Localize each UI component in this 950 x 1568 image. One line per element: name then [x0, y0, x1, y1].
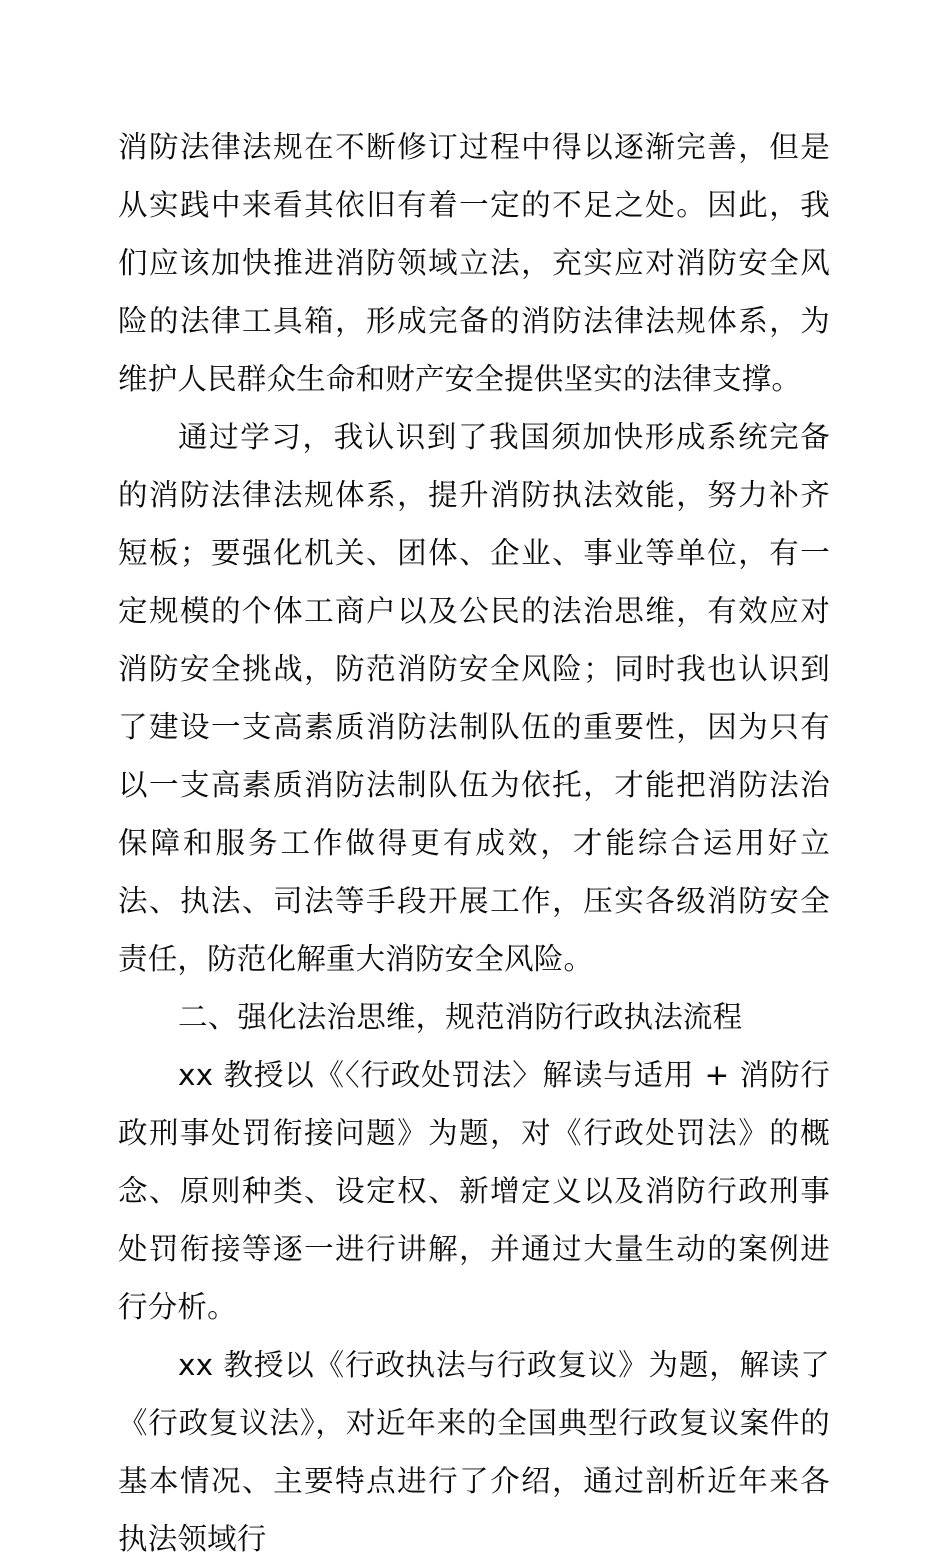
paragraph: 通过学习，我认识到了我国须加快形成系统完备的消防法律法规体系，提升消防执法效能，努力补齐短板；要强化机关、团体、企业、事业等单位，有一定规模的个体工商户以及公民的法治思维，有效应对消防安全挑战，防范消防安全风险；同时我也认识到了建设一支高素质消防法制队伍的重要性，因为只有以一支高素质消防法制队伍为依托，才能把消防法治保障和服务工作做得更有成效，才能综合运用好立法、执法、司法等手段开展工作，压实各级消防安全责任，防范化解重大消防安全风险。: [118, 420, 830, 976]
paragraph: xx 教授以《〈行政处罚法〉解读与适用 + 消防行政刑事处罚衔接问题》为题，对《行政处罚法》的概念、原则种类、设定权、新增定义以及消防行政刑事处罚衔接等逐一进行讲解，并通过大量生动的案例进行分析。: [118, 1058, 830, 1324]
section-heading: 二、强化法治思维，规范消防行政执法流程: [178, 1000, 743, 1034]
document-body: [118, 118, 830, 1568]
paragraph: 消防法律法规在不断修订过程中得以逐渐完善，但是从实践中来看其依旧有着一定的不足之处。因此，我们应该加快推进消防领域立法，充实应对消防安全风险的法律工具箱，形成完备的消防法律法规体系，为维护人民群众生命和财产安全提供坚实的法律支撑。: [118, 130, 830, 396]
paragraph: xx 教授以《行政执法与行政复议》为题，解读了《行政复议法》，对近年来的全国典型行政复议案件的基本情况、主要特点进行了介绍，通过剖析近年来各执法领域行: [118, 1348, 830, 1556]
